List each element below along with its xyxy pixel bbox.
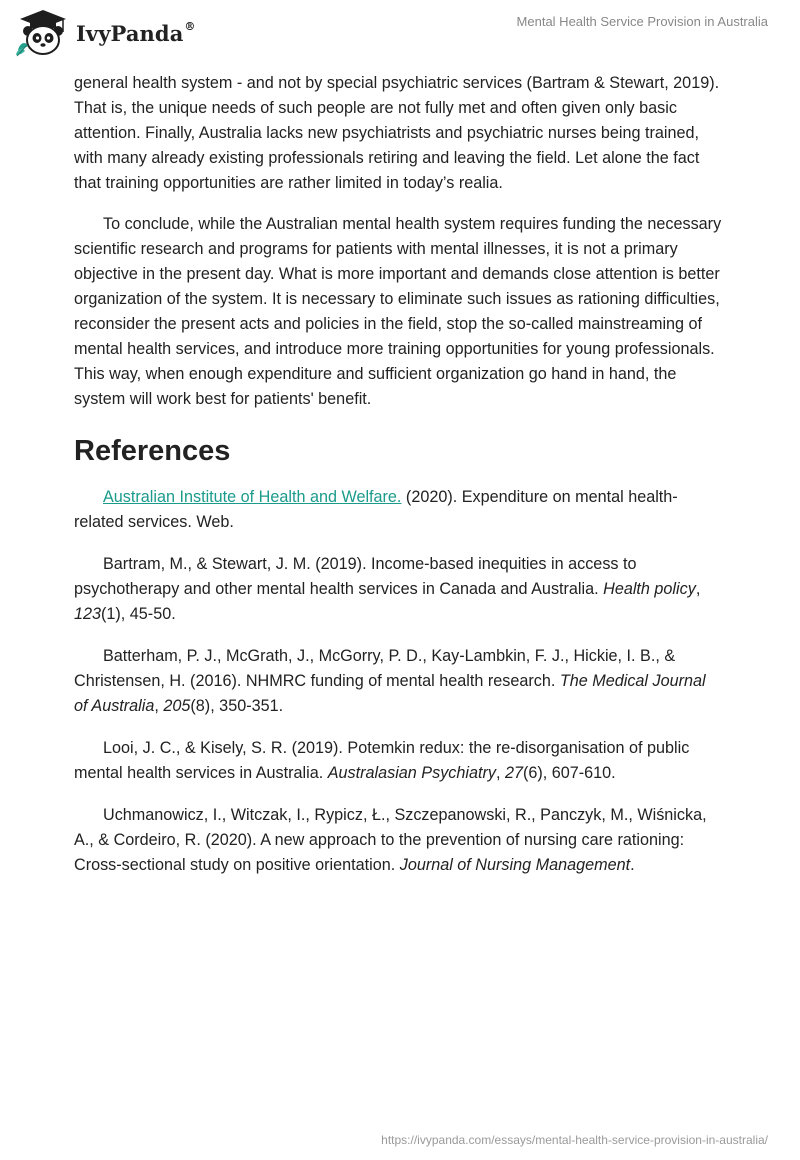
reference-item: Batterham, P. J., McGrath, J., McGorry, P. D., Kay-Lambkin, F. J., Hickie, I. B., & Christensen, H. (2016). NHMRC funding of mental health research. The Medical Journal of Australia, 205(8), 350-351.	[74, 647, 706, 715]
references-heading: References	[74, 435, 231, 467]
ivypanda-logo[interactable]	[14, 8, 196, 58]
document-title: Mental Health Service Provision in Australia	[516, 14, 768, 29]
body-paragraph: To conclude, while the Australian mental health system requires funding the necessary scientific research and programs for patients with mental illnesses, it is not a primary objective in the present day. What is more important and demands close attention is better organization of the system. It is necessary to eliminate such issues as rationing difficulties, reconsider the present acts and policies in the field, stop the so-called mainstreaming of mental health services, and introduce more training opportunities for young professionals. This way, when enough expenditure and sufficient organization go hand in hand, the system will work best for patients' benefit.	[74, 215, 722, 408]
body-paragraph: general health system - and not by special psychiatric services (Bartram & Stewart, 2019). That is, the unique needs of such people are not fully met and often given only basic attention. Finally, Australia lacks new psychiatrists and psychiatric nurses being trained, with many already existing professionals retiring and leaving the field. Let alone the fact that training opportunities are rather limited in today’s realia.	[74, 74, 720, 192]
reference-item: Bartram, M., & Stewart, J. M. (2019). Income-based inequities in access to psychotherapy and other mental health services in Canada and Australia. Health policy, 123(1), 45-50.	[74, 555, 701, 623]
footer-url[interactable]: https://ivypanda.com/essays/mental-health-service-provision-in-australia/	[381, 1133, 768, 1147]
panda-graduate-icon	[14, 8, 72, 58]
reference-item: Uchmanowicz, I., Witczak, I., Rypicz, Ł., Szczepanowski, R., Panczyk, M., Wiśnicka, A., & Cordeiro, R. (2020). A new approach to the prevention of nursing care rationing: Cross-sectional study on positive orientation. Journal of Nursing Management.	[74, 806, 707, 874]
brand-name: IvyPanda®	[76, 19, 196, 46]
reference-link[interactable]: Australian Institute of Health and Welfare.	[103, 488, 402, 506]
page-header	[0, 0, 800, 70]
reference-item: Looi, J. C., & Kisely, S. R. (2019). Potemkin redux: the re-disorganisation of public mental health services in Australia. Australasian Psychiatry, 27(6), 607-610.	[74, 739, 690, 782]
reference-item: Australian Institute of Health and Welfare. (2020). Expenditure on mental health-related services. Web.	[74, 488, 678, 531]
essay-content	[74, 71, 722, 895]
